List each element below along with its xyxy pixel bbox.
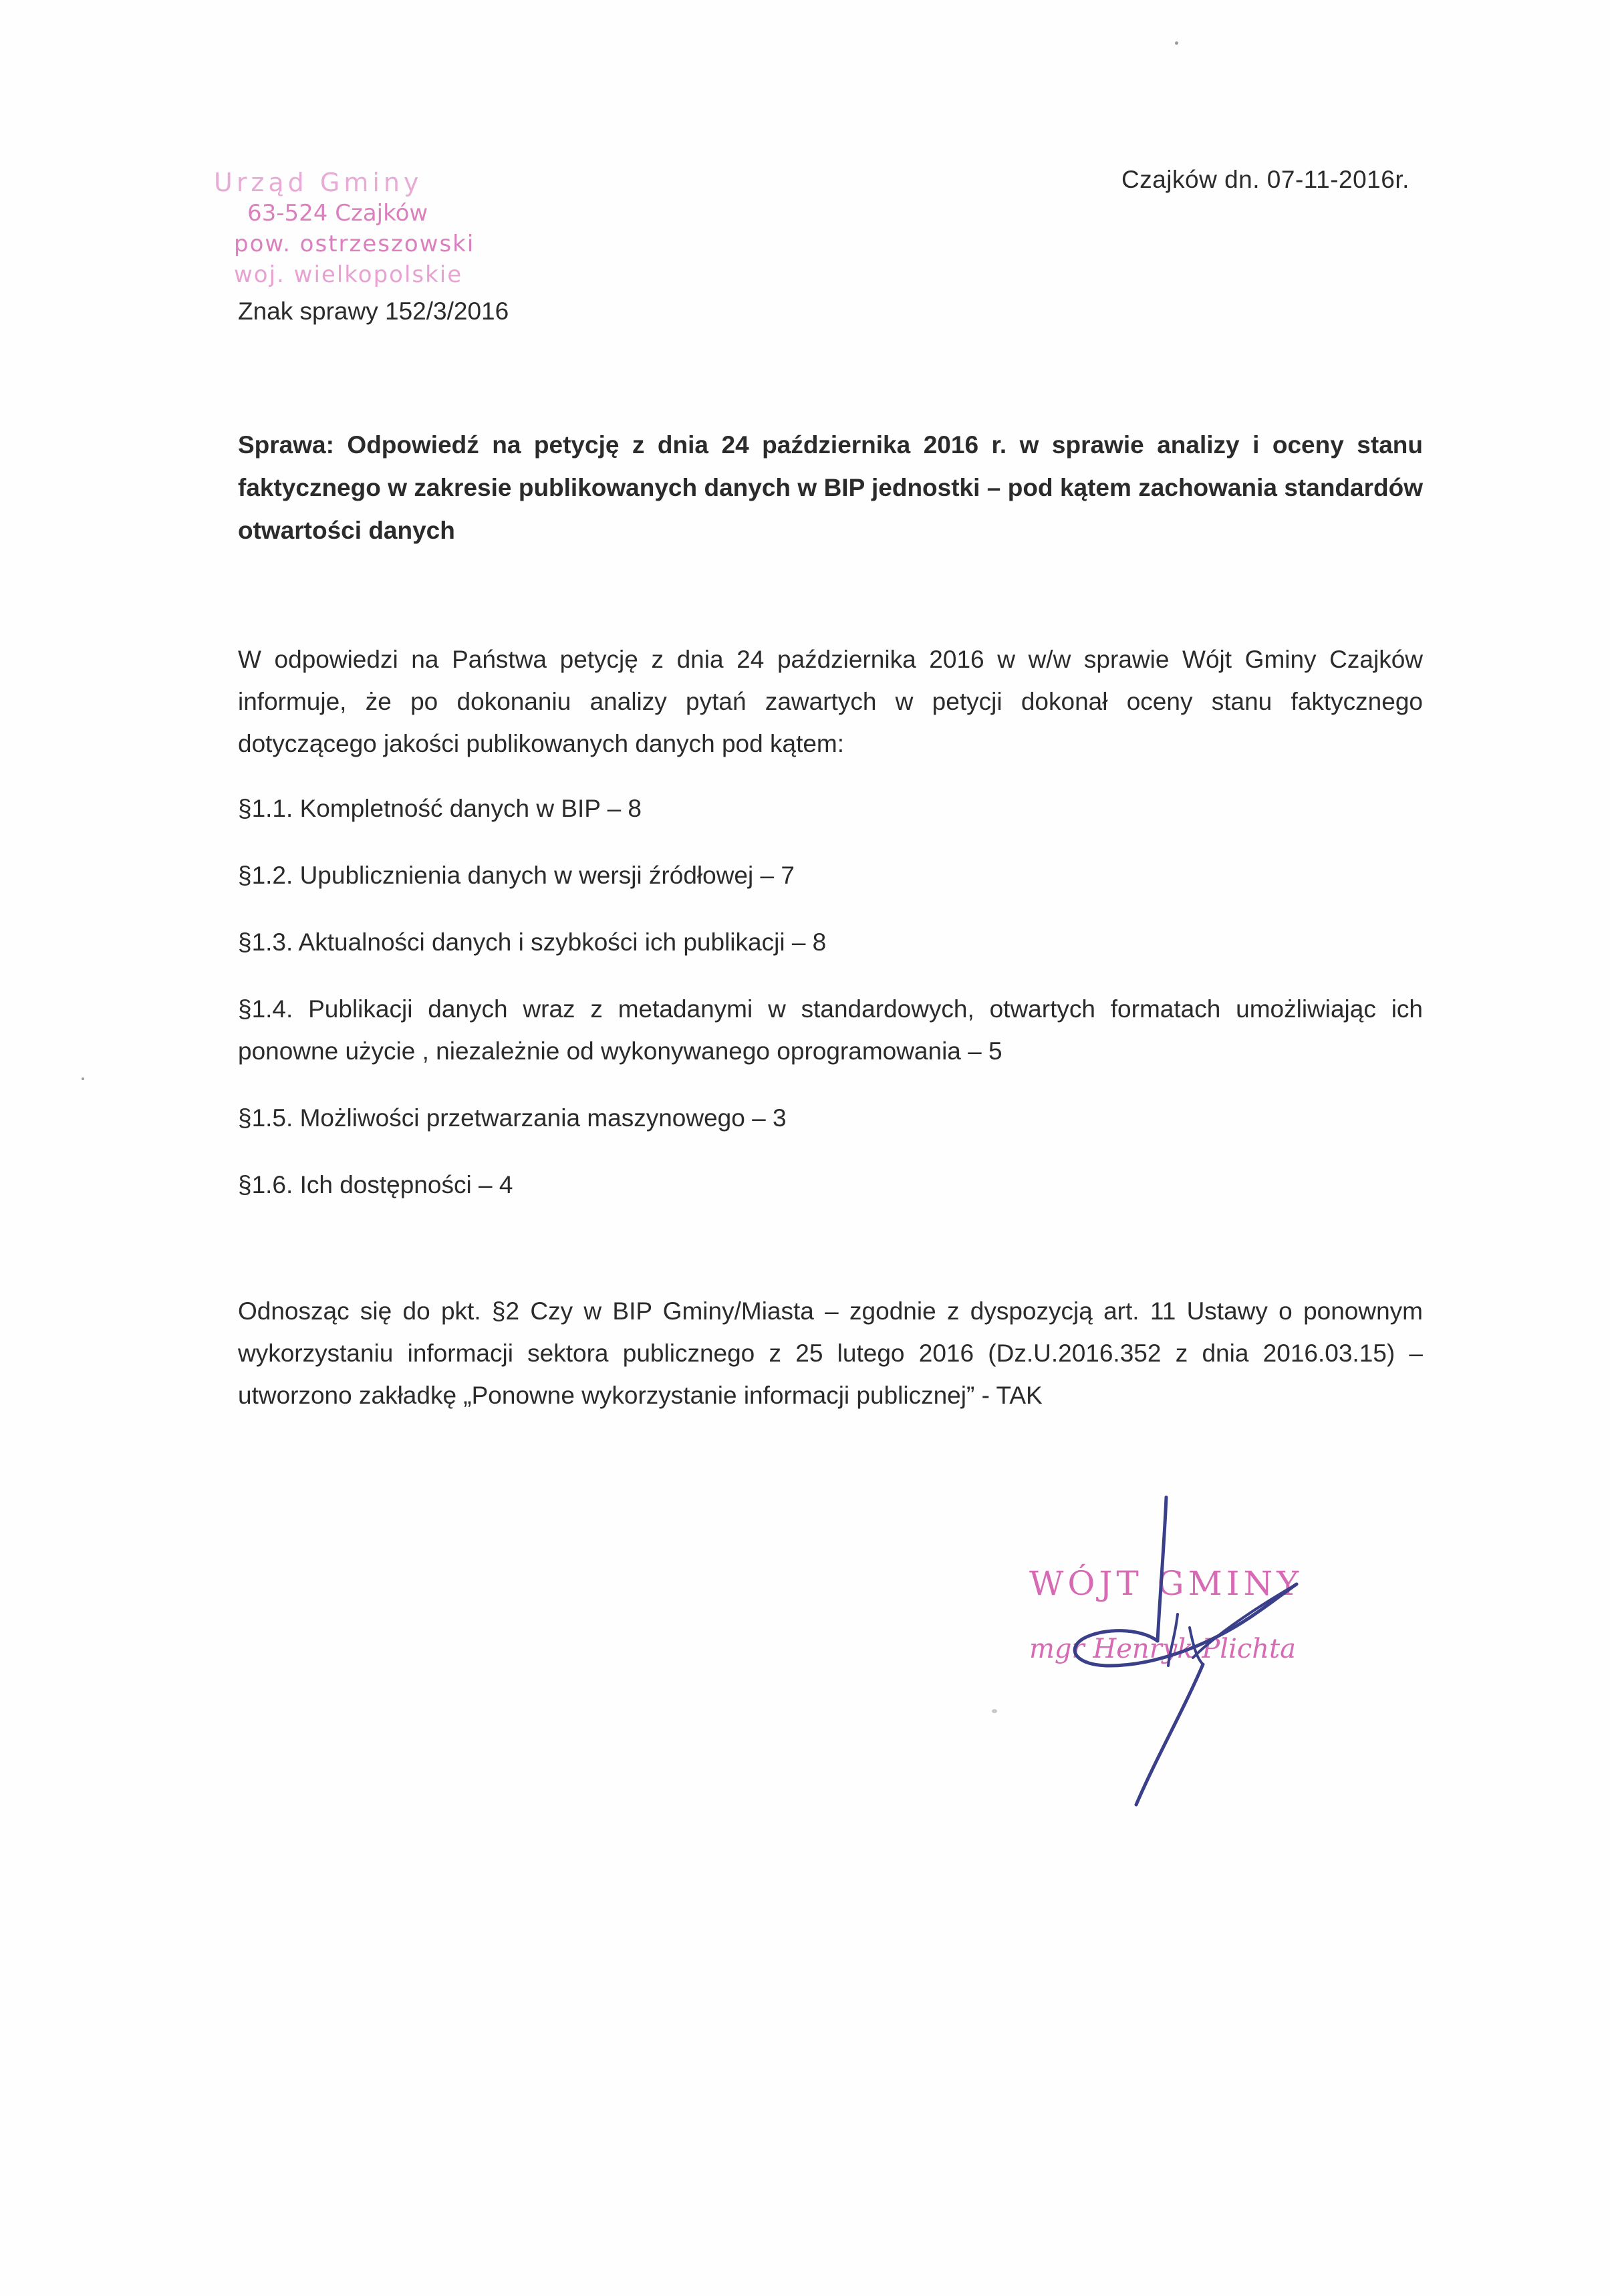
office-stamp-line3: pow. ostrzeszowski	[234, 231, 475, 257]
document-date: Czajków dn. 07-11-2016r.	[1121, 166, 1410, 193]
list-item: §1.2. Upublicznienia danych w wersji źródłowej – 7	[238, 862, 795, 889]
signature-stamp-name: mgr Henryk Plichta	[1029, 1634, 1296, 1664]
scan-speck	[992, 1709, 997, 1713]
scan-speck	[1175, 41, 1178, 45]
office-stamp-line4: woj. wielkopolskie	[234, 261, 463, 288]
list-item: §1.1. Kompletność danych w BIP – 8	[238, 795, 642, 822]
list-item: §1.6. Ich dostępności – 4	[238, 1171, 513, 1198]
scan-speck	[82, 1077, 84, 1080]
subject-heading: Sprawa: Odpowiedź na petycję z dnia 24 października 2016 r. w sprawie analizy i oceny stanu faktycznego w zakresie publikowanych danych w BIP jednostki – pod kątem zachowania standardów otwartości danych	[238, 431, 1423, 544]
office-stamp-line1: Urząd Gminy	[214, 168, 423, 197]
office-stamp-line2: 63-524 Czajków	[247, 200, 428, 227]
signature-stamp-title: WÓJT GMINY	[1029, 1564, 1303, 1603]
intro-paragraph: W odpowiedzi na Państwa petycję z dnia 24 października 2016 w w/w sprawie Wójt Gminy Czajków informuje, że po dokonaniu analizy pytań zawartych w petycji dokonał oceny stanu faktycznego dotyczącego jakości publikowanych danych pod kątem:	[238, 646, 1423, 757]
list-item: §1.4. Publikacji danych wraz z metadanymi w standardowych, otwartych formatach umożliwiając ich ponowne użycie , niezależnie od wykonywanego oprogramowania – 5	[238, 995, 1423, 1065]
list-item: §1.5. Możliwości przetwarzania maszynowego – 3	[238, 1104, 787, 1132]
office-stamp	[207, 167, 521, 290]
closing-paragraph: Odnosząc się do pkt. §2 Czy w BIP Gminy/Miasta – zgodnie z dyspozycją art. 11 Ustawy o ponownym wykorzystaniu informacji sektora publicznego z 25 lutego 2016 (Dz.U.2016.352 z dnia 2016.03.15) – utworzono zakładkę „Ponowne wykorzystanie informacji publicznej” - TAK	[238, 1297, 1423, 1409]
handwritten-signature	[1002, 1491, 1323, 1811]
case-reference: Znak sprawy 152/3/2016	[238, 297, 509, 325]
assessment-list	[238, 787, 1423, 1231]
list-item: §1.3. Aktualności danych i szybkości ich publikacji – 8	[238, 928, 827, 956]
